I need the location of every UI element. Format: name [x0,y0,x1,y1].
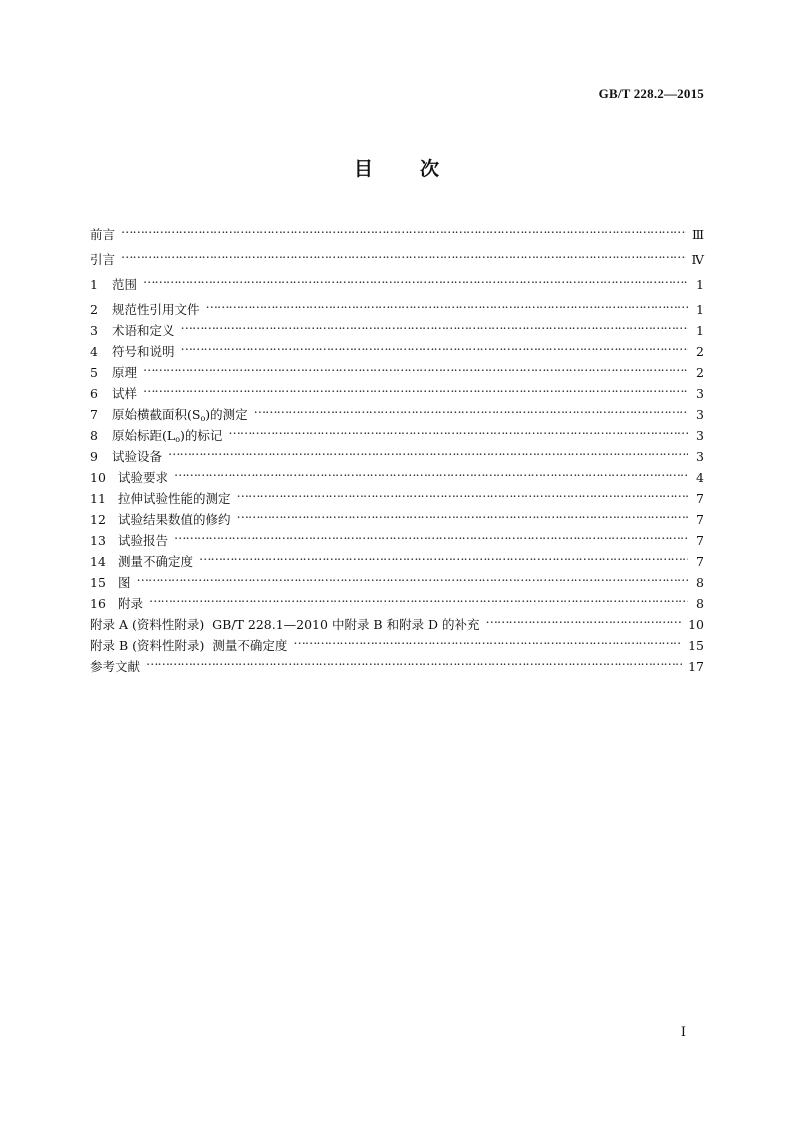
toc-leader-dots [206,293,688,314]
toc-item-bibliography[interactable] [90,650,704,674]
toc-leader-dots [486,608,683,629]
toc-leader-dots [293,629,682,650]
toc-page-number: 7 [696,554,704,569]
toc-leader-dots [146,650,682,671]
toc-label: 参考文献 [90,659,141,674]
toc-leader-dots [174,524,688,545]
toc-item-foreword[interactable] [90,218,704,242]
toc-label: 拉伸试验性能的测定 [118,491,231,506]
toc-leader-dots [168,440,688,461]
toc-label: 术语和定义 [112,323,175,338]
toc-leader-dots [228,419,688,440]
toc-page-number: Ⅳ [691,252,704,267]
toc-item-14[interactable] [90,545,704,569]
toc-label: 范围 [112,277,138,292]
toc-item-4[interactable] [90,335,704,359]
toc-number: 4 [90,344,98,359]
toc-leader-dots [237,503,688,524]
toc-leader-dots [143,377,688,398]
toc-label: 测量不确定度 [118,554,194,569]
toc-page-number: 8 [696,575,704,590]
toc-label: 附录 A (资料性附录) GB/T 228.1—2010 中附录 B 和附录 D 的补充 [90,617,480,632]
toc-page-number: 3 [696,386,704,401]
toc-leader-dots [254,398,688,419]
toc-label: 试样 [112,386,138,401]
toc-item-10[interactable] [90,461,704,485]
toc-page-number: 1 [696,302,704,317]
toc-page-number: 3 [696,428,704,443]
toc-label: 试验设备 [112,449,163,464]
toc-number: 11 [90,491,106,506]
toc-number: 2 [90,302,98,317]
toc-leader-dots [121,218,686,239]
toc-number: 16 [90,596,106,611]
toc-item-appendix-a[interactable] [90,608,704,632]
toc-item-introduction[interactable] [90,243,704,267]
toc-label-subscript: o [200,414,206,423]
toc-number: 9 [90,449,98,464]
toc-label: 试验要求 [118,470,169,485]
toc-leader-dots [174,461,688,482]
toc-number: 10 [90,470,106,485]
toc-page-number: 7 [696,512,704,527]
page-title [0,154,794,181]
toc-label: 试验报告 [118,533,169,548]
toc-number: 5 [90,365,98,380]
toc-label-part: )的标记 [180,428,223,443]
toc-item-13[interactable] [90,524,704,548]
toc-item-6[interactable] [90,377,704,401]
toc-label-part: )的测定 [205,407,248,422]
toc-item-11[interactable] [90,482,704,506]
toc-page-number: Ⅲ [691,227,704,242]
title-part-1: 目 [353,158,374,180]
toc-label: 试验结果数值的修约 [118,512,231,527]
toc-label: 附录 B (资料性附录) 测量不确定度 [90,638,288,653]
table-of-contents [90,218,704,674]
toc-label: 符号和说明 [112,344,175,359]
toc-leader-dots [121,243,685,264]
toc-page-number: 1 [696,323,704,338]
toc-page-number: 1 [696,277,704,292]
toc-label-part: 原始横截面积(S [112,407,201,422]
toc-label: 引言 [90,252,116,267]
toc-number: 12 [90,512,106,527]
toc-number: 6 [90,386,98,401]
toc-leader-dots [181,314,688,335]
toc-leader-dots [237,482,688,503]
toc-page-number: 3 [696,449,704,464]
toc-item-16[interactable] [90,587,704,611]
toc-page-number: 2 [696,344,704,359]
title-part-2: 次 [420,158,441,180]
toc-leader-dots [181,335,688,356]
toc-label: 原理 [112,365,138,380]
toc-number: 1 [90,277,98,292]
toc-label: 附录 [118,596,144,611]
toc-leader-dots [143,356,688,377]
toc-item-1[interactable] [90,268,704,292]
toc-label-subscript: o [175,435,181,444]
toc-page-number: 10 [688,617,704,632]
toc-leader-dots [143,268,688,289]
toc-number: 7 [90,407,98,422]
toc-leader-dots [149,587,688,608]
toc-number: 15 [90,575,106,590]
toc-item-3[interactable] [90,314,704,338]
toc-number: 3 [90,323,98,338]
toc-page-number: 3 [696,407,704,422]
toc-item-7[interactable] [90,398,704,423]
toc-leader-dots [137,566,688,587]
toc-page-number: 7 [696,533,704,548]
toc-item-15[interactable] [90,566,704,590]
toc-leader-dots [199,545,688,566]
toc-page-number: 7 [696,491,704,506]
toc-number: 8 [90,428,98,443]
toc-item-2[interactable] [90,293,704,317]
toc-page-number: 15 [688,638,704,653]
toc-page-number: 2 [696,365,704,380]
toc-number: 13 [90,533,106,548]
toc-item-5[interactable] [90,356,704,380]
toc-number: 14 [90,554,106,569]
toc-page-number: 4 [696,470,704,485]
toc-label-part: 原始标距(L [112,428,176,443]
toc-page-number: 17 [688,659,704,674]
standard-code: GB/T 228.2—2015 [598,86,704,101]
page-number: Ⅰ [680,1024,686,1039]
toc-page-number: 8 [696,596,704,611]
toc-label: 规范性引用文件 [112,302,200,317]
toc-item-9[interactable] [90,440,704,464]
toc-label: 图 [118,575,131,590]
toc-label: 前言 [90,227,116,242]
